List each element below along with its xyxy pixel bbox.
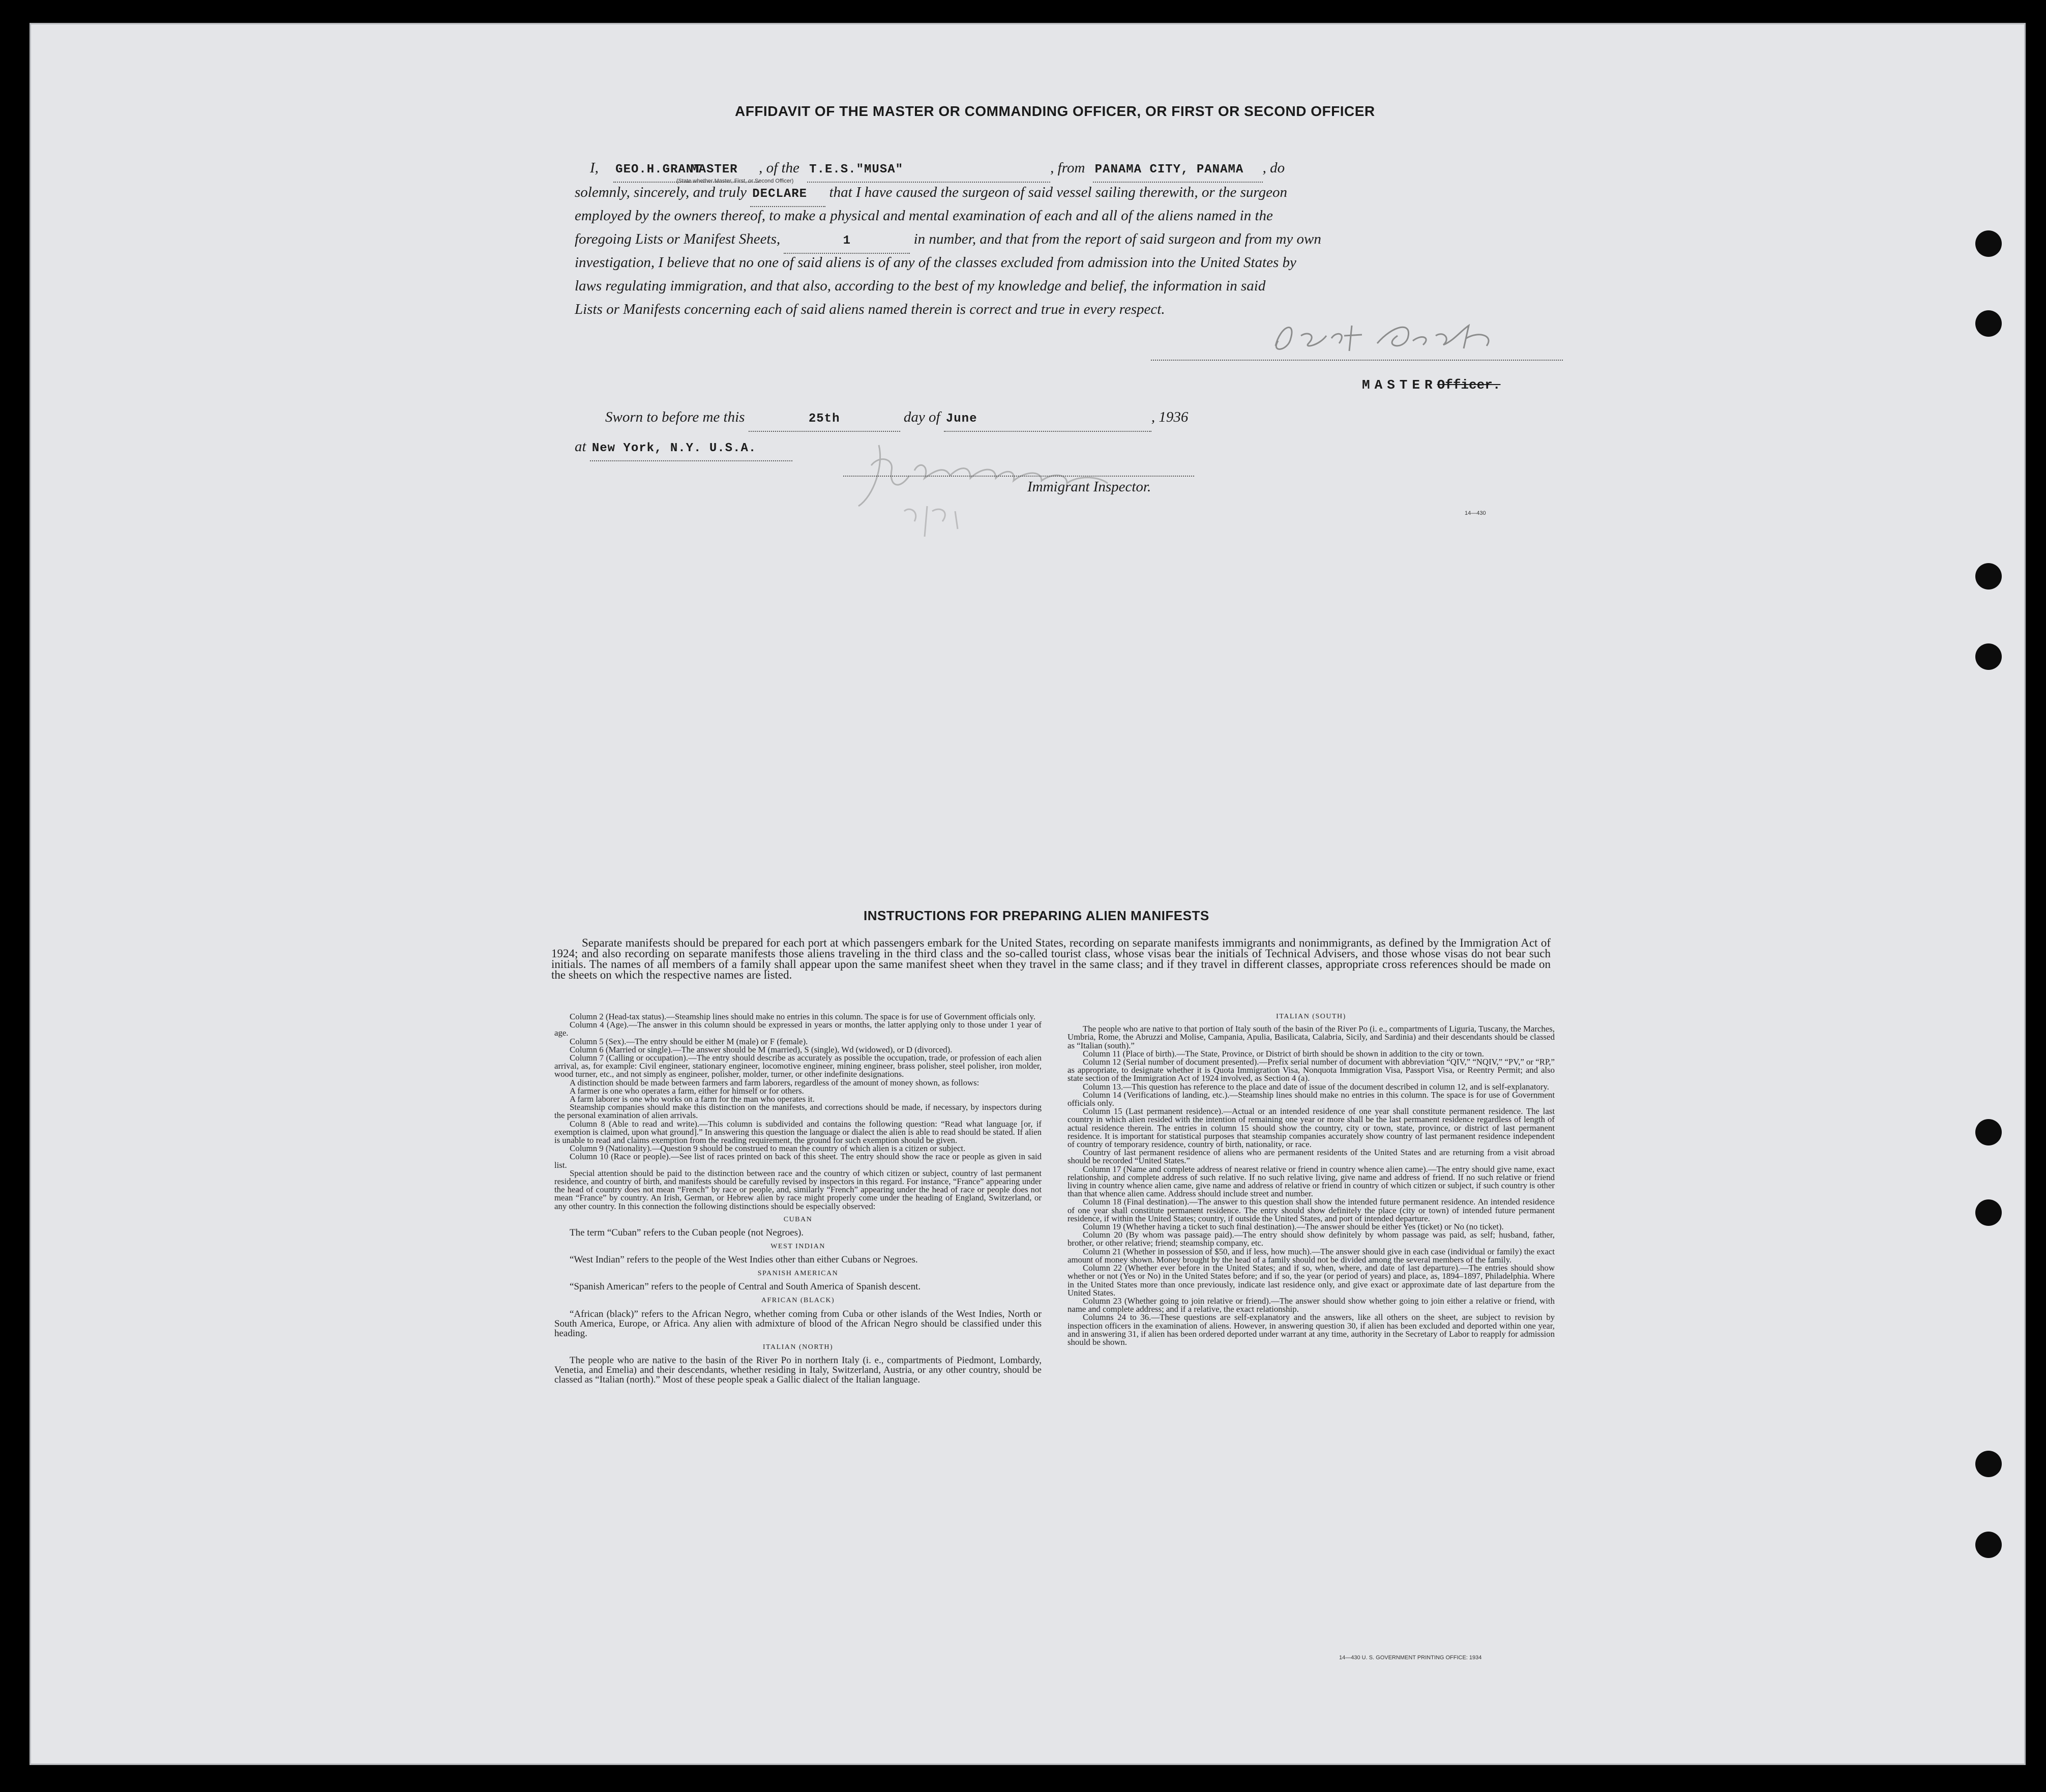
instruction-paragraph: A farm laborer is one who works on a farm for the man who operates it.: [570, 1094, 815, 1104]
instruction-paragraph: Column 13.—This question has reference to the place and date of issue of the document described in column 12, and is self-explanatory.: [1083, 1081, 1549, 1092]
instruction-paragraph: Column 12 (Serial number of document presented).—Prefix serial number of document with abbreviation “QIV,” “NQIV,” “PV,” or “RP,” as appropriate, to designate whether it is Quota Immigration Visa, Nonquota Immigration Visa, Passport Visa, or Reentry Permit; and also state section of the Immigration Act of 1924 involved, as Section 4 (a).: [1068, 1057, 1555, 1083]
instruction-paragraph: Country of last permanent residence of aliens who are permanent residents of the United States and are returning from a visit abroad should be recorded “United States.”: [1068, 1148, 1555, 1166]
instruction-paragraph: Special attention should be paid to the distinction between race and the country of which citizen or subject, country of last permanent residence, and country of birth, and manifests should be carefully revised by inspectors in this regard. For instance, “France” appearing under the head of country does not mean “French” by race or people, and, similarly “French” appearing under the head of race or people does not mean “France” by country. An Irish, German, or Hebrew alien by race might properly come under the heading of England, Switzerland, or any other country. In this connection the following distinctions should be especially observed:: [554, 1168, 1042, 1211]
instruction-paragraph: Column 18 (Final destination).—The answer to this question shall show the intended future permanent residence. An intended residence of one year shall constitute permanent residence. The entry should show definitely the place (city or town) of intended future permanent residence, if within the United States; country, if outside the United States, and port of intended departure.: [1068, 1197, 1555, 1223]
instruction-paragraph: Column 9 (Nationality).—Question 9 should be construed to mean the country of which alien is a citizen or subject.: [570, 1143, 966, 1154]
instruction-paragraph: Column 17 (Name and complete address of nearest relative or friend in country whence alien came).—The entry should give name, exact relationship, and complete address of such relative. If no such relative living, give name and address of friend. If no such relative or friend living in country whence alien came, give name and address of relative or friend in country of which citizen or subject, if such country is other than that whence alien came. Address should include street and number.: [1068, 1164, 1555, 1199]
instruction-paragraph: “African (black)” refers to the African Negro, whether coming from Cuba or other islands of the West Indies, North or South America, Europe, or Africa. Any alien with admixture of blood of the African Negro should be classified under this heading.: [554, 1308, 1042, 1339]
affidavit-line-5: investigation, I believe that no one of said aliens is of any of the classes excluded from admission into the United States by: [575, 254, 1296, 271]
printing-office-footer: 14—430 U. S. GOVERNMENT PRINTING OFFICE: 1934: [1339, 1655, 1482, 1661]
instructions-title: INSTRUCTIONS FOR PREPARING ALIEN MANIFESTS: [864, 908, 1209, 923]
instruction-paragraph: The people who are native to the basin of the River Po in northern Italy (i. e., compartments of Piedmont, Lombardy, Venetia, and Emelia) and their descendants, whether residing in Italy, Switzerland, Austria, or any other country, should be classed as “Italian (north).” Most of these people speak a Gallic dialect of the Italian language.: [554, 1355, 1042, 1385]
rank-field: MASTER: [689, 158, 759, 183]
punch-hole: [1975, 643, 2002, 670]
instruction-paragraph: Column 20 (By whom was passage paid).—The entry should show definitely by whom passage was paid, as self; husband, father, brother, or other relative; friend; steamship company, etc.: [1068, 1230, 1555, 1248]
instruction-paragraph: Column 10 (Race or people).—See list of races printed on back of this sheet. The entry should show the race or people as given in said list.: [554, 1152, 1042, 1170]
affidavit-line-6: laws regulating immigration, and that also, according to the best of my knowledge and belief, the information in said: [575, 278, 1266, 294]
vessel-field: T.E.S."MUSA": [807, 158, 1050, 183]
instruction-paragraph: Column 21 (Whether in possession of $50, and if less, how much).—The answer should give in each case (individual or family) the exact amount of money shown. Money brought by the head of a family should not be divided among the several members of the family.: [1068, 1246, 1555, 1265]
punch-hole: [1975, 1532, 2002, 1558]
instruction-paragraph: Column 2 (Head-tax status).—Steamship lines should make no entries in this column. The space is for use of Government officials only.: [570, 1012, 1035, 1021]
instruction-paragraph: Column 5 (Sex).—The entry should be either M (male) or F (female).: [570, 1036, 808, 1046]
section-heading-african: AFRICAN (BLACK): [761, 1297, 835, 1305]
document-sheet: [29, 23, 2026, 1765]
declare-field: DECLARE: [750, 183, 825, 207]
inspector-signature-line: [843, 476, 1194, 477]
instruction-paragraph: “Spanish American” refers to the people of Central and South America of Spanish descent.: [570, 1281, 921, 1292]
instruction-paragraph: Columns 24 to 36.—These questions are self-explanatory and the answers, like all others on the sheet, are subject to revision by inspection officers in the examination of aliens. However, in answering question 30, if alien has been excluded and deported within one year, and in answering 31, if alien has been ordered deported under warrant at any time, authority in the Secretary of Labor to reapply for admission should be shown.: [1068, 1312, 1555, 1347]
sworn-day-field: 25th: [749, 407, 900, 432]
sworn-line: Sworn to before me this 25th day of June , 1936: [575, 405, 1559, 432]
struck-word: Officer.: [1437, 377, 1501, 393]
instruction-paragraph: Steamship companies should make this distinction on the manifests, and corrections should be made, if necessary, by inspectors during the personal examination of alien arrivals.: [554, 1102, 1042, 1121]
sworn-place-field: New York, N.Y. U.S.A.: [590, 437, 792, 461]
section-heading-cuban: CUBAN: [783, 1215, 813, 1223]
affidavit-line-7: Lists or Manifests concerning each of said aliens named therein is correct and true in every respect.: [575, 301, 1165, 317]
instruction-paragraph: “West Indian” refers to the people of the West Indies other than either Cubans or Negroes.: [570, 1254, 918, 1266]
affidavit-line-3: employed by the owners thereof, to make a physical and mental examination of each and all of the aliens named in the: [575, 208, 1273, 224]
instruction-paragraph: Column 8 (Able to read and write).—This column is subdivided and contains the following question: “Read what language [or, if exemption is claimed, upon what ground].” In answering this question the language or dialect the alien is able to read should be stated. If alien is unable to read and claims exemption from the reading requirement, the ground for such exemption should be given.: [554, 1119, 1042, 1145]
punch-hole: [1975, 1199, 2002, 1226]
punch-hole: [1975, 1119, 2002, 1145]
punch-hole: [1975, 230, 2002, 257]
instruction-paragraph: Column 22 (Whether ever before in the United States; and if so, when, where, and date of last departure).—The entries should show whether or not (Yes or No) in the United States before; and if so, the year (or period of years) and place, as, 1894–1897, Philadelphia. Where in the United States more than once previously, indicate last residence only, and give exact or approximate date of last departure from the United States.: [1068, 1263, 1555, 1298]
instruction-paragraph: The term “Cuban” refers to the Cuban people (not Negroes).: [570, 1227, 804, 1239]
master-signature: [1260, 315, 1545, 361]
sworn-month-field: June: [944, 407, 1151, 432]
signature-title: MASTEROfficer.: [1362, 377, 1501, 393]
instruction-paragraph: A farmer is one who operates a farm, either for himself or for others.: [570, 1085, 804, 1096]
affidavit-title: AFFIDAVIT OF THE MASTER OR COMMANDING OFFICER, OR FIRST OR SECOND OFFICER: [735, 103, 1375, 119]
instructions-left-column: [554, 1013, 1042, 1385]
instruction-paragraph: Column 19 (Whether having a ticket to such final destination).—The answer should be either Yes (ticket) or No (no ticket).: [1083, 1222, 1504, 1232]
instruction-paragraph: The people who are native to that portion of Italy south of the basin of the River Po (i. e., compartments of Liguria, Tuscany, the Marches, Umbria, Rome, the Abruzzi and Molise, Campania, Apulia, Basilicata, Calabria, Sicily, and Sardinia) and their descendants should be classed as “Italian (south).”: [1068, 1024, 1555, 1050]
sheets-count-field: 1: [784, 229, 910, 254]
instruction-paragraph: Column 4 (Age).—The answer in this column should be expressed in years or months, the latter applying only to those under 1 year of age.: [554, 1020, 1042, 1038]
sworn-place-line: at New York, N.Y. U.S.A.: [575, 435, 1559, 461]
instruction-paragraph: Column 11 (Place of birth).—The State, Province, or District of birth should be shown in addition to the city or town.: [1083, 1048, 1484, 1059]
master-signature-line: [1151, 360, 1563, 361]
inspector-label: Immigrant Inspector.: [1027, 479, 1151, 495]
instruction-paragraph: Column 15 (Last permanent residence).—Actual or an intended residence of one year shall constitute permanent residence. The last country in which alien resided with the intention of remaining one year or more shall be the last permanent residence regardless of length of actual residence therein. The entries in column 15 should show the country, city or town, state, province, or district of last permanent residence. It is important for statistical purposes that steamship companies accurately show country of last permanent residence independent of country of temporary residence, country of birth, nationality, or race.: [1068, 1106, 1555, 1150]
punch-hole: [1975, 310, 2002, 337]
affidavit-line-4: foregoing Lists or Manifest Sheets, 1 in number, and that from the report of said surgeon and from my own: [575, 227, 1559, 254]
form-number: 14—430: [1465, 510, 1486, 516]
master-name-field: GEO.H.GRANT: [613, 158, 689, 183]
instruction-paragraph: Column 7 (Calling or occupation).—The entry should describe as accurately as possible the occupation, trade, or profession of each alien arrival, as, for example: Civil engineer, stationary engineer, locomotive engineer, mining engineer, brass polisher, steel polisher, iron molder, wood turner, etc., and not simply as engineer, polisher, molder, turner, or other indefinite designations.: [554, 1053, 1042, 1079]
instructions-right-column: [1068, 1013, 1555, 1346]
rank-note: (State whether Master, First, or Second Officer): [676, 178, 794, 184]
instruction-paragraph: Column 23 (Whether going to join relative or friend).—The answer should show whether going to join either a relative or friend, with name and complete address; and if a relative, the exact relationship.: [1068, 1296, 1555, 1314]
section-heading-west-indian: WEST INDIAN: [770, 1243, 825, 1251]
affidavit-line-1: I, GEO.H.GRANTMASTER , of the T.E.S."MUSA" , from PANAMA CITY, PANAMA , do: [575, 156, 1559, 183]
section-heading-spanish-american: SPANISH AMERICAN: [757, 1270, 839, 1278]
instruction-paragraph: A distinction should be made between farmers and farm laborers, regardless of the amount of money shown, as follows:: [570, 1077, 980, 1088]
instructions-intro: Separate manifests should be prepared for each port at which passengers embark for the United States, recording on separate manifests immigrants and nonimmigrants, as defined by the Immigration Act of 1924; and also recording on separate manifests those aliens traveling in the third class and the so-called tourist class, whose visas bear the initials of Technical Advisers, and those whose visas do not bear such initials. The names of all members of a family shall appear upon the same manifest sheet when they travel in the same class; and if they travel in different classes, appropriate cross references should be made on the sheets on which the respective names are listed.: [551, 936, 1551, 981]
instruction-paragraph: Column 6 (Married or single).—The answer should be M (married), S (single), Wd (widowed), or D (divorced).: [570, 1044, 953, 1054]
section-heading-italian-south: ITALIAN (SOUTH): [1276, 1013, 1346, 1020]
port-field: PANAMA CITY, PANAMA: [1093, 158, 1263, 183]
section-heading-italian-north: ITALIAN (NORTH): [762, 1343, 834, 1351]
punch-hole: [1975, 563, 2002, 590]
instruction-paragraph: Column 14 (Verifications of landing, etc.).—Steamship lines should make no entries in this column. The space is for use of Government officials only.: [1068, 1090, 1555, 1108]
inspector-signature: [843, 435, 1209, 552]
punch-hole: [1975, 1451, 2002, 1477]
affidavit-line-2: solemnly, sincerely, and truly DECLARE that I have caused the surgeon of said vessel sailing therewith, or the surgeon: [575, 181, 1559, 207]
